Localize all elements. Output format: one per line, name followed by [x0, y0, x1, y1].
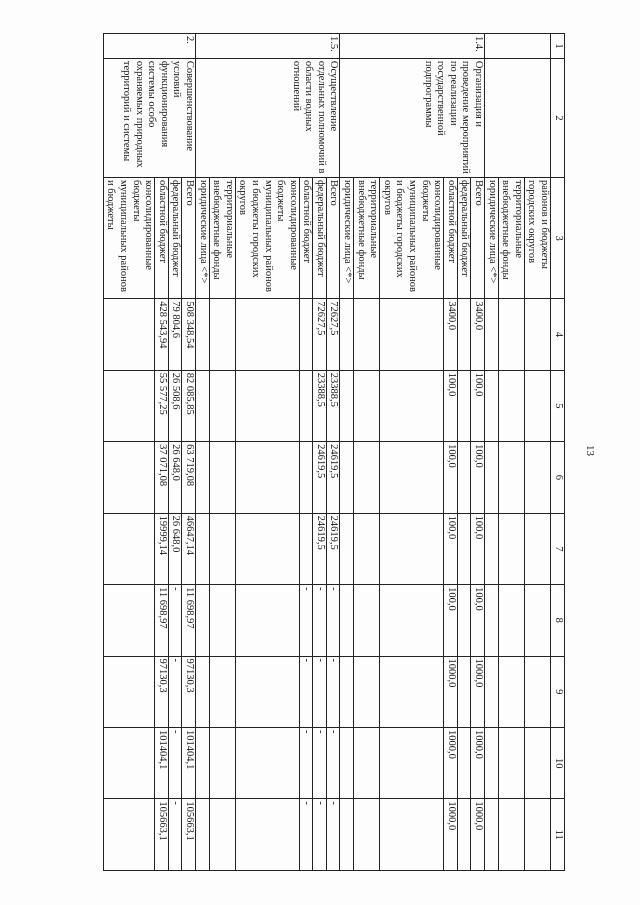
table-cell: 1000,0	[444, 727, 458, 798]
table-cell: -	[168, 799, 182, 871]
table-cell: Совершенствование условий функционирования системы особо охраняемых природных территорий и системы	[103, 58, 195, 177]
table-cell	[235, 727, 299, 798]
table-cell: -	[299, 585, 313, 656]
table-cell	[498, 299, 524, 370]
table-cell	[524, 727, 550, 798]
table-cell: областной бюджет	[444, 177, 458, 298]
table-cell: 72627,5	[313, 299, 327, 370]
table-cell: -	[326, 799, 340, 871]
table-cell: 1.5.	[195, 34, 340, 59]
table-cell: -	[168, 585, 182, 656]
table-cell	[524, 442, 550, 513]
table-cell	[380, 513, 444, 584]
table-cell	[195, 656, 209, 727]
header-row	[551, 34, 565, 871]
table-cell	[354, 585, 380, 656]
table-cell: 508 348,54	[182, 299, 196, 370]
table-cell	[524, 299, 550, 370]
table-cell: 37 071,08	[155, 442, 169, 513]
table-cell: 79 804,6	[168, 299, 182, 370]
table-cell: 105663,1	[182, 799, 196, 871]
table-cell	[235, 585, 299, 656]
table-cell: 82 085,85	[182, 370, 196, 441]
table-cell: федеральный бюджет	[457, 177, 471, 298]
table-cell	[498, 656, 524, 727]
table-cell: 100,0	[471, 585, 485, 656]
table-cell	[103, 727, 154, 798]
header-cell: 9	[551, 656, 565, 727]
table-cell	[380, 799, 444, 871]
table-cell: 24619,5	[326, 513, 340, 584]
table-cell	[498, 799, 524, 871]
table-cell: 3400,0	[471, 299, 485, 370]
table-cell	[485, 299, 499, 370]
header-cell: 4	[551, 299, 565, 370]
table-cell: 100,0	[444, 370, 458, 441]
table-row	[524, 34, 550, 871]
table-cell	[209, 299, 235, 370]
table-cell	[209, 513, 235, 584]
header-cell: 5	[551, 370, 565, 441]
table-cell	[209, 442, 235, 513]
table-cell: 46647,14	[182, 513, 196, 584]
table-cell	[299, 442, 313, 513]
table-cell	[340, 370, 354, 441]
table-cell	[485, 442, 499, 513]
table-cell	[457, 727, 471, 798]
table-cell	[485, 656, 499, 727]
table-cell	[485, 58, 551, 177]
table-cell: 100,0	[471, 513, 485, 584]
table-cell: -	[326, 727, 340, 798]
table-cell	[209, 370, 235, 441]
table-cell	[524, 799, 550, 871]
table-cell: -	[299, 727, 313, 798]
table-cell: консолидированные бюджеты муниципальных районов и бюджеты городских округов	[380, 177, 444, 298]
table-cell	[235, 442, 299, 513]
table-cell	[354, 299, 380, 370]
table-cell	[457, 799, 471, 871]
table-cell: федеральный бюджет	[313, 177, 327, 298]
table-row	[182, 34, 196, 871]
table-cell: 100,0	[444, 585, 458, 656]
table-cell: 23388,5	[326, 370, 340, 441]
table-cell: 97130,3	[182, 656, 196, 727]
table-cell: 24619,5	[313, 513, 327, 584]
header-cell: 3	[551, 177, 565, 298]
table-cell	[457, 656, 471, 727]
table-cell: 100,0	[444, 442, 458, 513]
table-cell	[524, 656, 550, 727]
table-cell	[380, 370, 444, 441]
table-cell: районов и бюджеты городских округов	[524, 177, 550, 298]
page-number: 13	[584, 445, 596, 456]
table-cell	[524, 585, 550, 656]
table-cell: -	[326, 585, 340, 656]
table-cell: 11 698,97	[182, 585, 196, 656]
table-cell	[340, 299, 354, 370]
table-cell	[457, 585, 471, 656]
table-cell: -	[299, 656, 313, 727]
table-cell	[354, 513, 380, 584]
table-cell: -	[313, 799, 327, 871]
table-cell	[235, 370, 299, 441]
table-cell	[195, 299, 209, 370]
table-cell: 26 648,0	[168, 513, 182, 584]
table-cell	[195, 442, 209, 513]
table-cell	[103, 442, 154, 513]
table-cell: юридические лица <*>	[195, 177, 209, 298]
table-cell	[457, 370, 471, 441]
table-cell	[195, 370, 209, 441]
table-cell: территориальные внебюджетные фонды	[354, 177, 380, 298]
table-cell: 26 508,6	[168, 370, 182, 441]
header-cell: 1	[551, 34, 565, 59]
table-body	[103, 34, 564, 871]
table-cell	[340, 442, 354, 513]
table-cell: 100,0	[471, 370, 485, 441]
table-cell: 1000,0	[444, 799, 458, 871]
header-cell: 2	[551, 58, 565, 177]
table-cell: 26 648,0	[168, 442, 182, 513]
table-cell	[209, 656, 235, 727]
table-cell	[485, 370, 499, 441]
table-cell	[354, 370, 380, 441]
table-cell	[457, 442, 471, 513]
header-cell: 7	[551, 513, 565, 584]
header-cell: 10	[551, 727, 565, 798]
table-cell	[340, 799, 354, 871]
table-cell	[380, 299, 444, 370]
table-cell: 55 577,25	[155, 370, 169, 441]
table-cell: 72627,5	[326, 299, 340, 370]
table-cell	[195, 799, 209, 871]
table-cell	[380, 585, 444, 656]
table-cell	[103, 370, 154, 441]
table-cell	[340, 656, 354, 727]
table-cell	[209, 727, 235, 798]
table-cell: Всего	[182, 177, 196, 298]
table-cell: -	[168, 727, 182, 798]
table-cell	[524, 370, 550, 441]
table-cell	[340, 513, 354, 584]
table-cell	[340, 585, 354, 656]
table-cell	[354, 442, 380, 513]
table-cell	[498, 370, 524, 441]
table-cell	[498, 585, 524, 656]
table-cell	[209, 799, 235, 871]
table-cell: -	[313, 585, 327, 656]
table-cell	[103, 656, 154, 727]
table-cell: областной бюджет	[299, 177, 313, 298]
table-cell	[103, 299, 154, 370]
table-cell	[195, 585, 209, 656]
table-cell	[103, 585, 154, 656]
table-cell	[340, 727, 354, 798]
header-cell: 8	[551, 585, 565, 656]
table-cell: Всего	[471, 177, 485, 298]
table-cell: -	[326, 656, 340, 727]
table-cell: консолидированные бюджеты муниципальных районов и бюджеты городских округов	[235, 177, 299, 298]
table-cell	[235, 799, 299, 871]
table-cell: 100,0	[444, 513, 458, 584]
table-cell	[524, 513, 550, 584]
table-cell: Организация и проведение мероприятий по реализации государственной подпрограммы	[340, 58, 485, 177]
table-cell: 63 719,08	[182, 442, 196, 513]
rotated-content	[40, 33, 600, 893]
table-cell: 24619,5	[313, 442, 327, 513]
table-cell	[485, 34, 551, 59]
table-cell: 105663,1	[155, 799, 169, 871]
table-row	[326, 34, 340, 871]
table-cell	[103, 799, 154, 871]
header-cell: 6	[551, 442, 565, 513]
table-cell: -	[313, 727, 327, 798]
table-cell	[485, 727, 499, 798]
table-cell: 1000,0	[471, 727, 485, 798]
table-cell	[485, 799, 499, 871]
table-cell: 24619,5	[326, 442, 340, 513]
table-cell	[498, 442, 524, 513]
table-cell	[299, 299, 313, 370]
table-cell: 101404,1	[182, 727, 196, 798]
table-cell: юридические лица <*>	[485, 177, 499, 298]
table-cell	[498, 727, 524, 798]
table-cell	[354, 656, 380, 727]
table-cell	[195, 513, 209, 584]
table-cell	[354, 799, 380, 871]
table-cell: 1000,0	[471, 656, 485, 727]
table-cell: 11 698,97	[155, 585, 169, 656]
table-cell	[235, 299, 299, 370]
table-cell	[485, 513, 499, 584]
table-cell	[380, 442, 444, 513]
table-cell	[380, 727, 444, 798]
table-cell: -	[299, 799, 313, 871]
table-cell: 1000,0	[444, 656, 458, 727]
table-cell: 3400,0	[444, 299, 458, 370]
table-cell: юридические лица <*>	[340, 177, 354, 298]
table-cell: Осуществление отдельных полномочий в области водных отношений	[195, 58, 340, 177]
table-cell: 428 543,94	[155, 299, 169, 370]
table-cell	[380, 656, 444, 727]
table-cell: Всего	[326, 177, 340, 298]
table-cell	[235, 513, 299, 584]
table-cell	[103, 513, 154, 584]
table-cell: 1.4.	[340, 34, 485, 59]
table-cell: 1000,0	[471, 799, 485, 871]
table-cell: областной бюджет	[155, 177, 169, 298]
table-cell: 97130,3	[155, 656, 169, 727]
table-cell	[299, 513, 313, 584]
table-cell	[235, 656, 299, 727]
header-cell: 11	[551, 799, 565, 871]
table-cell	[299, 370, 313, 441]
table-cell: территориальные внебюджетные фонды	[209, 177, 235, 298]
table-cell: 101404,1	[155, 727, 169, 798]
table-cell	[195, 727, 209, 798]
table-cell: 2.	[103, 34, 195, 59]
table-cell	[498, 513, 524, 584]
table-cell	[354, 727, 380, 798]
table-cell	[457, 299, 471, 370]
table-cell	[209, 585, 235, 656]
table-cell: 100,0	[471, 442, 485, 513]
table-row	[471, 34, 485, 871]
budget-table	[103, 33, 565, 871]
table-cell: 23388,5	[313, 370, 327, 441]
table-cell	[457, 513, 471, 584]
table-cell: консолидированные бюджеты муниципальных районов и бюджеты	[103, 177, 154, 298]
table-cell: федеральный бюджет	[168, 177, 182, 298]
table-cell: -	[313, 656, 327, 727]
table-cell: -	[168, 656, 182, 727]
table-cell: 19999,14	[155, 513, 169, 584]
table-cell	[485, 585, 499, 656]
table-cell: территориальные внебюджетные фонды	[498, 177, 524, 298]
